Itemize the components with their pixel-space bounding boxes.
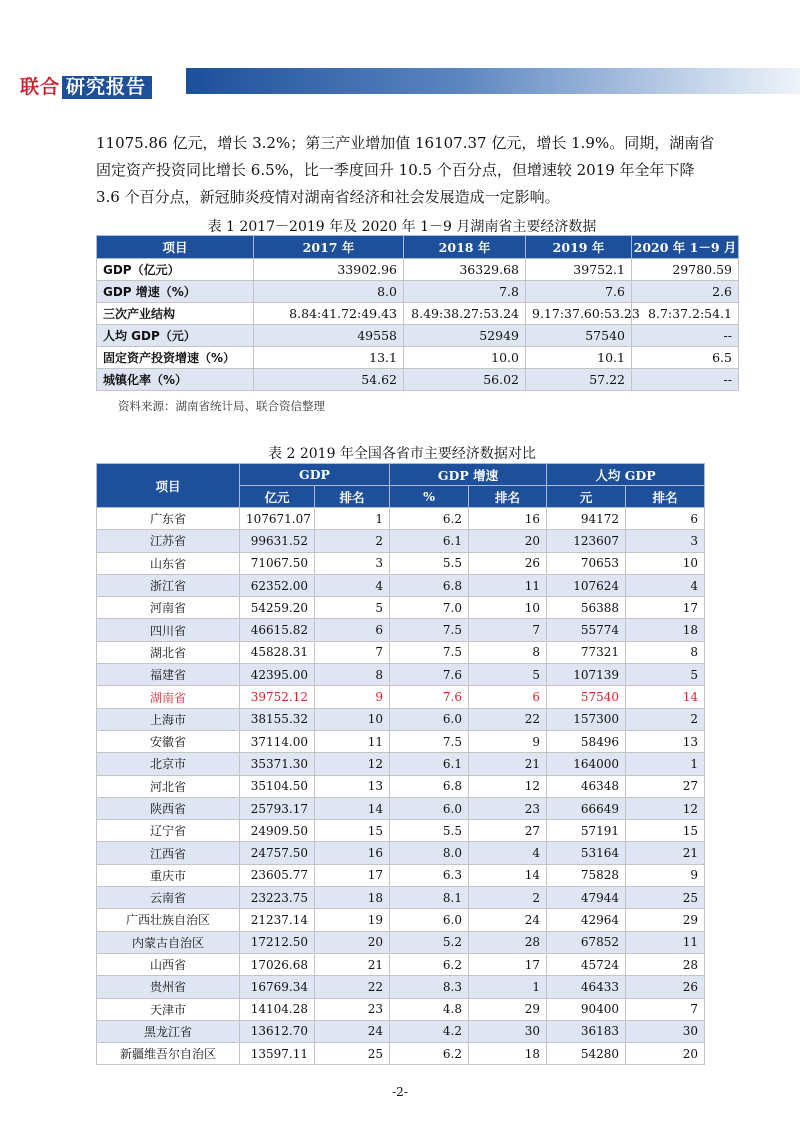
table2-value-cell: 94172 — [547, 508, 626, 530]
paragraph-line: 固定资产投资同比增长 6.5%，比一季度回升 10.5 个百分点，但增速较 2019 年全年下降 — [96, 161, 695, 179]
table2-value-cell: 42964 — [547, 909, 626, 931]
table1-value-cell: 7.8 — [404, 281, 526, 303]
table2-value-cell: 21 — [315, 953, 390, 975]
table2-value-cell: 7 — [469, 619, 547, 641]
table2-row — [97, 842, 705, 864]
table2-province-cell: 云南省 — [97, 887, 240, 909]
table2-value-cell: 4 — [315, 574, 390, 596]
table2-province-cell: 重庆市 — [97, 864, 240, 886]
table2-value-cell: 6.0 — [390, 708, 469, 730]
table2-value-cell: 24909.50 — [240, 820, 315, 842]
table2-value-cell: 15 — [315, 820, 390, 842]
brand-blue-text: 研究报告 — [62, 76, 152, 99]
table2-value-cell: 9 — [626, 864, 705, 886]
table2-row — [97, 552, 705, 574]
table2-value-cell: 37114.00 — [240, 730, 315, 752]
table2-value-cell: 26 — [626, 976, 705, 998]
table2-value-cell: 7.6 — [390, 686, 469, 708]
table2-value-cell: 21 — [469, 753, 547, 775]
table2-row — [97, 931, 705, 953]
table2-row — [97, 797, 705, 819]
table2-value-cell: 2 — [315, 530, 390, 552]
table2-value-cell: 24 — [315, 1020, 390, 1042]
table2-value-cell: 28 — [626, 953, 705, 975]
table2-value-cell: 46433 — [547, 976, 626, 998]
table2-value-cell: 53164 — [547, 842, 626, 864]
header-gradient-band — [186, 68, 800, 94]
table2-province-cell: 安徽省 — [97, 730, 240, 752]
table1-item-cell: 固定资产投资增速（%） — [97, 347, 254, 369]
table2-value-cell: 4 — [469, 842, 547, 864]
paragraph-line: 3.6 个百分点，新冠肺炎疫情对湖南省经济和社会发展造成一定影响。 — [96, 188, 560, 206]
table2-province-cell: 河南省 — [97, 597, 240, 619]
table2-value-cell: 23223.75 — [240, 887, 315, 909]
table1-value-cell: 8.0 — [254, 281, 404, 303]
table2-province-cell: 湖南省 — [97, 686, 240, 708]
table2-row — [97, 1043, 705, 1065]
table1-value-cell: 7.6 — [526, 281, 632, 303]
table2-value-cell: 23 — [315, 998, 390, 1020]
table2-value-cell: 6 — [315, 619, 390, 641]
table2-value-cell: 3 — [626, 530, 705, 552]
table2-value-cell: 8.3 — [390, 976, 469, 998]
table2-province-cell: 广东省 — [97, 508, 240, 530]
table2-value-cell: 10 — [315, 708, 390, 730]
table1-value-cell: -- — [632, 369, 739, 391]
table2-value-cell: 107624 — [547, 574, 626, 596]
table2-value-cell: 23 — [469, 797, 547, 819]
table2-province-cell: 河北省 — [97, 775, 240, 797]
table2-subheader-cell: 排名 — [469, 486, 547, 508]
table2-value-cell: 17 — [469, 953, 547, 975]
table2-province-cell: 天津市 — [97, 998, 240, 1020]
table2-value-cell: 3 — [315, 552, 390, 574]
table2-value-cell: 107671.07 — [240, 508, 315, 530]
table2-row — [97, 909, 705, 931]
table2-value-cell: 13 — [626, 730, 705, 752]
table2-province-cell: 贵州省 — [97, 976, 240, 998]
table2-value-cell: 6.2 — [390, 508, 469, 530]
table1-value-cell: 10.1 — [526, 347, 632, 369]
table2-value-cell: 6.2 — [390, 953, 469, 975]
table2-value-cell: 6.2 — [390, 1043, 469, 1065]
table2-value-cell: 18 — [315, 887, 390, 909]
table1-value-cell: 56.02 — [404, 369, 526, 391]
page-number: -2- — [392, 1085, 408, 1099]
table2-row — [97, 641, 705, 663]
table2-value-cell: 17026.68 — [240, 953, 315, 975]
table2-value-cell: 7.5 — [390, 641, 469, 663]
table2-value-cell: 7.0 — [390, 597, 469, 619]
table2-row — [97, 686, 705, 708]
table1-item-cell: 三次产业结构 — [97, 303, 254, 325]
table1-value-cell: 33902.96 — [254, 259, 404, 281]
table2-value-cell: 25793.17 — [240, 797, 315, 819]
table1-value-cell: 39752.1 — [526, 259, 632, 281]
table2-value-cell: 6.0 — [390, 797, 469, 819]
table2-header-row — [97, 464, 705, 486]
table1-value-cell: 8.7:37.2:54.1 — [632, 303, 739, 325]
table2-value-cell: 1 — [315, 508, 390, 530]
table2-value-cell: 14 — [626, 686, 705, 708]
table2-value-cell: 9 — [315, 686, 390, 708]
table2-value-cell: 123607 — [547, 530, 626, 552]
table1-caption: 表 1 2017－2019 年及 2020 年 1－9 月湖南省主要经济数据 — [207, 219, 597, 235]
table2-value-cell: 16 — [315, 842, 390, 864]
table2-value-cell: 7.6 — [390, 664, 469, 686]
table2-value-cell: 20 — [469, 530, 547, 552]
hunan-economic-data-table — [96, 235, 739, 391]
table2-row — [97, 1020, 705, 1042]
table1-header-cell: 2017 年 — [254, 236, 404, 259]
table2-value-cell: 90400 — [547, 998, 626, 1020]
table2-value-cell: 54259.20 — [240, 597, 315, 619]
table2-value-cell: 4.2 — [390, 1020, 469, 1042]
table2-value-cell: 6 — [626, 508, 705, 530]
table2-value-cell: 6 — [469, 686, 547, 708]
table1-value-cell: 10.0 — [404, 347, 526, 369]
table2-province-cell: 山东省 — [97, 552, 240, 574]
table2-value-cell: 25 — [626, 887, 705, 909]
table1-header-row — [97, 236, 739, 259]
table2-value-cell: 29 — [469, 998, 547, 1020]
table2-group-header: GDP — [240, 464, 390, 486]
table2-row — [97, 953, 705, 975]
table2-province-cell: 上海市 — [97, 708, 240, 730]
table2-row — [97, 820, 705, 842]
table2-province-cell: 江西省 — [97, 842, 240, 864]
table2-value-cell: 11 — [469, 574, 547, 596]
table2-row — [97, 574, 705, 596]
table2-item-header: 项目 — [97, 464, 240, 508]
table2-value-cell: 16 — [469, 508, 547, 530]
table2-value-cell: 46615.82 — [240, 619, 315, 641]
table2-value-cell: 6.1 — [390, 753, 469, 775]
table2-row — [97, 864, 705, 886]
table2-province-cell: 江苏省 — [97, 530, 240, 552]
table2-value-cell: 56388 — [547, 597, 626, 619]
table1-row — [97, 347, 739, 369]
table2-group-header: 人均 GDP — [547, 464, 705, 486]
table2-row — [97, 708, 705, 730]
table2-value-cell: 16769.34 — [240, 976, 315, 998]
table1-value-cell: 57.22 — [526, 369, 632, 391]
table2-value-cell: 66649 — [547, 797, 626, 819]
table2-value-cell: 12 — [469, 775, 547, 797]
table2-value-cell: 18 — [469, 1043, 547, 1065]
table1-value-cell: 29780.59 — [632, 259, 739, 281]
table2-value-cell: 8 — [469, 641, 547, 663]
table1-item-cell: GDP 增速（%） — [97, 281, 254, 303]
table2-value-cell: 15 — [626, 820, 705, 842]
table2-value-cell: 27 — [469, 820, 547, 842]
table2-value-cell: 157300 — [547, 708, 626, 730]
table2-value-cell: 10 — [626, 552, 705, 574]
table2-province-cell: 福建省 — [97, 664, 240, 686]
table2-value-cell: 1 — [469, 976, 547, 998]
table1-value-cell: 49558 — [254, 325, 404, 347]
table2-province-cell: 内蒙古自治区 — [97, 931, 240, 953]
table2-value-cell: 5 — [469, 664, 547, 686]
table2-subheader-cell: % — [390, 486, 469, 508]
table2-value-cell: 26 — [469, 552, 547, 574]
table2-row — [97, 753, 705, 775]
table2-value-cell: 20 — [626, 1043, 705, 1065]
table2-province-cell: 陕西省 — [97, 797, 240, 819]
table2-caption: 表 2 2019 年全国各省市主要经济数据对比 — [268, 446, 536, 462]
table2-value-cell: 17 — [626, 597, 705, 619]
table2-value-cell: 55774 — [547, 619, 626, 641]
table1-value-cell: -- — [632, 325, 739, 347]
table2-value-cell: 11 — [626, 931, 705, 953]
table2-value-cell: 99631.52 — [240, 530, 315, 552]
table2-value-cell: 8 — [626, 641, 705, 663]
table1-header-cell: 项目 — [97, 236, 254, 259]
table2-value-cell: 164000 — [547, 753, 626, 775]
table2-value-cell: 46348 — [547, 775, 626, 797]
table1-row — [97, 303, 739, 325]
table2-value-cell: 13 — [315, 775, 390, 797]
table2-value-cell: 6.8 — [390, 574, 469, 596]
table2-value-cell: 8.0 — [390, 842, 469, 864]
table2-value-cell: 22 — [315, 976, 390, 998]
table2-value-cell: 13612.70 — [240, 1020, 315, 1042]
table2-value-cell: 12 — [626, 797, 705, 819]
table2-value-cell: 39752.12 — [240, 686, 315, 708]
table2-value-cell: 17212.50 — [240, 931, 315, 953]
table2-value-cell: 58496 — [547, 730, 626, 752]
table2-value-cell: 36183 — [547, 1020, 626, 1042]
province-comparison-table — [96, 463, 705, 1065]
table1-item-cell: 人均 GDP（元） — [97, 325, 254, 347]
table2-value-cell: 7 — [626, 998, 705, 1020]
table2-value-cell: 62352.00 — [240, 574, 315, 596]
table2-row — [97, 530, 705, 552]
table2-row — [97, 730, 705, 752]
table2-row — [97, 775, 705, 797]
table2-value-cell: 2 — [626, 708, 705, 730]
table2-row — [97, 597, 705, 619]
table2-value-cell: 19 — [315, 909, 390, 931]
table2-row — [97, 998, 705, 1020]
table1-row — [97, 259, 739, 281]
table2-value-cell: 42395.00 — [240, 664, 315, 686]
table2-value-cell: 4 — [626, 574, 705, 596]
brand-logo — [20, 72, 152, 99]
table2-value-cell: 23605.77 — [240, 864, 315, 886]
table2-value-cell: 5.2 — [390, 931, 469, 953]
table2-value-cell: 21237.14 — [240, 909, 315, 931]
table2-row — [97, 976, 705, 998]
table2-value-cell: 14104.28 — [240, 998, 315, 1020]
table2-value-cell: 28 — [469, 931, 547, 953]
table2-province-cell: 新疆维吾尔自治区 — [97, 1043, 240, 1065]
table2-value-cell: 8 — [315, 664, 390, 686]
report-header — [0, 66, 800, 96]
table2-value-cell: 8.1 — [390, 887, 469, 909]
table2-value-cell: 9 — [469, 730, 547, 752]
brand-red-text: 联合 — [20, 76, 61, 98]
table2-group-header: GDP 增速 — [390, 464, 547, 486]
table2-province-cell: 浙江省 — [97, 574, 240, 596]
table1-value-cell: 2.6 — [632, 281, 739, 303]
table2-value-cell: 6.8 — [390, 775, 469, 797]
table2-value-cell: 6.3 — [390, 864, 469, 886]
table2-value-cell: 14 — [315, 797, 390, 819]
table2-value-cell: 1 — [626, 753, 705, 775]
table2-value-cell: 13597.11 — [240, 1043, 315, 1065]
table2-value-cell: 57540 — [547, 686, 626, 708]
table2-value-cell: 5.5 — [390, 552, 469, 574]
table2-subheader-cell: 亿元 — [240, 486, 315, 508]
table2-value-cell: 12 — [315, 753, 390, 775]
table2-value-cell: 5 — [626, 664, 705, 686]
table2-value-cell: 4.8 — [390, 998, 469, 1020]
table1-value-cell: 8.49:38.27:53.24 — [404, 303, 526, 325]
table2-province-cell: 辽宁省 — [97, 820, 240, 842]
table2-value-cell: 22 — [469, 708, 547, 730]
table2-value-cell: 107139 — [547, 664, 626, 686]
table2-province-cell: 四川省 — [97, 619, 240, 641]
table2-value-cell: 75828 — [547, 864, 626, 886]
table1-value-cell: 9.17:37.60:53.23 — [526, 303, 632, 325]
table2-value-cell: 5 — [315, 597, 390, 619]
table1-value-cell: 13.1 — [254, 347, 404, 369]
table2-value-cell: 29 — [626, 909, 705, 931]
table2-province-cell: 北京市 — [97, 753, 240, 775]
table1-header-cell: 2019 年 — [526, 236, 632, 259]
table1-header-cell: 2020 年 1－9 月 — [632, 236, 739, 259]
table2-value-cell: 45724 — [547, 953, 626, 975]
table2-province-cell: 湖北省 — [97, 641, 240, 663]
table2-value-cell: 47944 — [547, 887, 626, 909]
table2-value-cell: 24757.50 — [240, 842, 315, 864]
table2-row — [97, 664, 705, 686]
table2-value-cell: 17 — [315, 864, 390, 886]
body-paragraph — [96, 130, 715, 211]
table1-value-cell: 54.62 — [254, 369, 404, 391]
table2-value-cell: 5.5 — [390, 820, 469, 842]
table2-value-cell: 77321 — [547, 641, 626, 663]
table2-value-cell: 25 — [315, 1043, 390, 1065]
table2-value-cell: 2 — [469, 887, 547, 909]
table2-subheader-cell: 排名 — [626, 486, 705, 508]
table2-value-cell: 24 — [469, 909, 547, 931]
table2-value-cell: 6.0 — [390, 909, 469, 931]
table1-value-cell: 52949 — [404, 325, 526, 347]
table1-value-cell: 8.84:41.72:49.43 — [254, 303, 404, 325]
table2-value-cell: 21 — [626, 842, 705, 864]
table2-value-cell: 18 — [626, 619, 705, 641]
table1-value-cell: 57540 — [526, 325, 632, 347]
table1-value-cell: 6.5 — [632, 347, 739, 369]
table2-value-cell: 35371.30 — [240, 753, 315, 775]
table2-value-cell: 11 — [315, 730, 390, 752]
table2-value-cell: 20 — [315, 931, 390, 953]
table1-row — [97, 369, 739, 391]
table2-value-cell: 27 — [626, 775, 705, 797]
table1-header-cell: 2018 年 — [404, 236, 526, 259]
table2-subheader-cell: 元 — [547, 486, 626, 508]
table2-province-cell: 广西壮族自治区 — [97, 909, 240, 931]
table2-value-cell: 30 — [626, 1020, 705, 1042]
table2-subheader-cell: 排名 — [315, 486, 390, 508]
table2-province-cell: 黑龙江省 — [97, 1020, 240, 1042]
table1-source-note: 资料来源：湖南省统计局、联合资信整理 — [118, 399, 325, 413]
table2-value-cell: 67852 — [547, 931, 626, 953]
table2-value-cell: 45828.31 — [240, 641, 315, 663]
table2-value-cell: 7.5 — [390, 619, 469, 641]
table2-value-cell: 70653 — [547, 552, 626, 574]
table1-item-cell: 城镇化率（%） — [97, 369, 254, 391]
table2-value-cell: 7 — [315, 641, 390, 663]
table2-value-cell: 10 — [469, 597, 547, 619]
table2-value-cell: 54280 — [547, 1043, 626, 1065]
table2-value-cell: 7.5 — [390, 730, 469, 752]
table1-item-cell: GDP（亿元） — [97, 259, 254, 281]
table1-row — [97, 281, 739, 303]
table2-value-cell: 14 — [469, 864, 547, 886]
table2-value-cell: 30 — [469, 1020, 547, 1042]
table2-row — [97, 887, 705, 909]
table1-row — [97, 325, 739, 347]
table2-value-cell: 35104.50 — [240, 775, 315, 797]
table2-value-cell: 57191 — [547, 820, 626, 842]
table2-value-cell: 6.1 — [390, 530, 469, 552]
table2-province-cell: 山西省 — [97, 953, 240, 975]
table2-value-cell: 71067.50 — [240, 552, 315, 574]
table1-value-cell: 36329.68 — [404, 259, 526, 281]
table2-row — [97, 508, 705, 530]
table2-row — [97, 619, 705, 641]
paragraph-line: 11075.86 亿元，增长 3.2%；第三产业增加值 16107.37 亿元，增长 1.9%。同期，湖南省 — [96, 134, 715, 152]
table2-value-cell: 38155.32 — [240, 708, 315, 730]
